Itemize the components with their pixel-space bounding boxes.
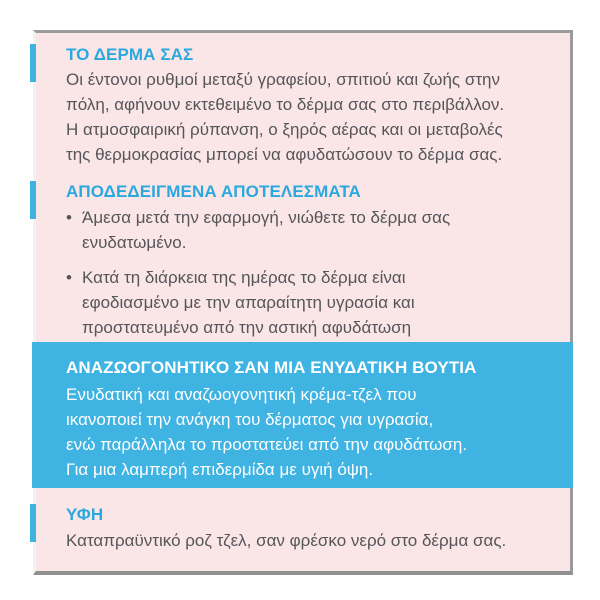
- section-title: ΥΦΗ: [66, 505, 104, 524]
- text-line: της θερμοκρασίας μπορεί να αφυδατώσουν το δέρμα σας.: [66, 145, 503, 164]
- text-line: προστατευμένο από την αστική αφυδάτωση: [82, 318, 412, 337]
- list-item: [66, 265, 450, 340]
- text-line: Ενυδατική και αναζωογονητική κρέμα-τζελ που: [66, 385, 417, 404]
- text-line: Άμεσα μετά την εφαρμογή, νιώθετε το δέρμα σας: [82, 208, 451, 227]
- section-title: ΤΟ ΔΕΡΜΑ ΣΑΣ: [66, 45, 194, 64]
- section-title: ΑΝΑΖΩΟΓΟΝΗΤΙΚΟ ΣΑΝ ΜΙΑ ΕΝΥΔΑΤΙΚΗ ΒΟΥΤΙΑ: [66, 358, 477, 377]
- text-line: πόλη, αφήνουν εκτεθειμένο το δέρμα σας στο περιβάλλον.: [66, 95, 505, 114]
- section-accent-bar: [30, 181, 36, 219]
- results-list: [66, 205, 450, 340]
- text-line: Κατά τη διάρκεια της ημέρας το δέρμα είναι: [82, 268, 406, 287]
- bullet-dot-icon: •: [66, 268, 72, 287]
- text-line: εφοδιασμένο με την απαραίτητη υγρασία και: [82, 293, 415, 312]
- section-accent-bar: [30, 44, 36, 82]
- text-line: ενυδατωμένο.: [82, 233, 187, 252]
- section-body: [66, 67, 504, 167]
- highlight-band: [32, 342, 573, 488]
- text-line: ικανοποιεί την ανάγκη του δέρματος για υγρασία,: [66, 410, 434, 429]
- text-line: Οι έντονοι ρυθμοί μεταξύ γραφείου, σπιτιού και ζωής στην: [66, 70, 500, 89]
- text-line: Για μια λαμπερή επιδερμίδα με υγιή όψη.: [66, 460, 374, 479]
- section-accent-bar: [30, 504, 36, 542]
- text-line: Καταπραϋντικό ροζ τζελ, σαν φρέσκο νερό στο δέρμα σας.: [66, 531, 507, 550]
- section-body: [66, 528, 506, 553]
- text-line: ενώ παράλληλα το προστατεύει από την αφυδάτωση.: [66, 435, 468, 454]
- bullet-dot-icon: •: [66, 208, 72, 227]
- text-line: Η ατμοσφαιρική ρύπανση, ο ξηρός αέρας και οι μεταβολές: [66, 120, 503, 139]
- list-item: [66, 205, 450, 255]
- section-title: ΑΠΟΔΕΔΕΙΓΜΕΝΑ ΑΠΟΤΕΛΕΣΜΑΤΑ: [66, 182, 361, 201]
- section-body: [66, 382, 467, 482]
